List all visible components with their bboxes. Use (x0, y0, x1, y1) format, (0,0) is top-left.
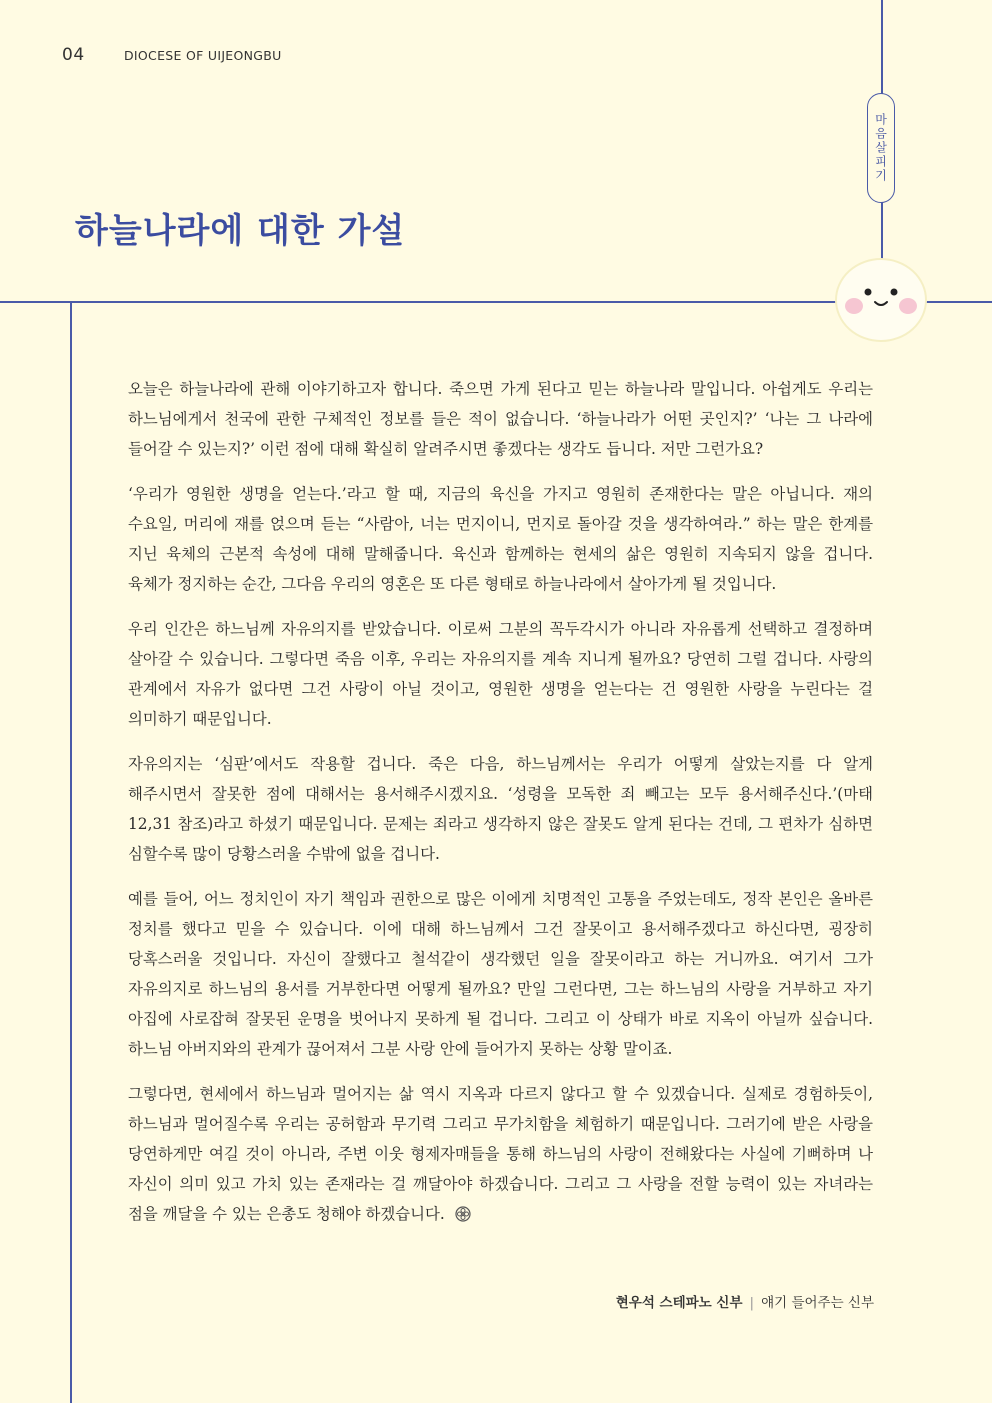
section-tag-label: 마음살피기 (873, 113, 888, 183)
last-paragraph (128, 1079, 873, 1229)
column-name: 얘기 들어주는 신부 (761, 1295, 874, 1311)
flower-end-mark-icon (455, 1206, 471, 1222)
paragraph: 자유의지는 ‘심판’에서도 작용할 겁니다. 죽은 다음, 하느님께서는 우리가 어떻게 살았는지를 다 알게 해주시면서 잘못한 점에 대해서는 용서해주시겠지요. ‘성령을 모독한 죄 빼고는 모두 용서해주신다.’(마태 12,31 참조)라고 하셨기 때문입니다. 문제는 죄라고 생각하지 않은 잘못도 알게 된다는 건데, 그 편차가 심하면 심할수록 많이 당황스러울 수밖에 없을 겁니다. (128, 755, 873, 863)
left-vertical-rule (70, 302, 72, 1403)
page-number: 04 (62, 45, 85, 65)
byline (616, 1291, 874, 1311)
article-body (128, 374, 873, 1244)
paragraph: 우리 인간은 하느님께 자유의지를 받았습니다. 이로써 그분의 꼭두각시가 아니라 자유롭게 선택하고 결정하며 살아갈 수 있습니다. 그렇다면 죽음 이후, 우리는 자유의지를 계속 지니게 될까요? 당연히 그럴 겁니다. 사랑의 관계에서 자유가 없다면 그건 사랑이 아닐 것이고, 영원한 생명을 얻는다는 건 영원한 사랑을 누린다는 걸 의미하기 때문입니다. (128, 620, 873, 728)
smiley-face-icon (833, 256, 929, 344)
publication-name: DIOCESE OF UIJEONGBU (124, 48, 282, 63)
paragraph: ‘우리가 영원한 생명을 얻는다.’라고 할 때, 지금의 육신을 가지고 영원히 존재한다는 말은 아닙니다. 재의 수요일, 머리에 재를 얹으며 듣는 “사람아, 너는 먼지이니, 먼지로 돌아갈 것을 생각하여라.” 하는 말은 한계를 지닌 육체의 근본적 속성에 대해 말해줍니다. 육신과 함께하는 현세의 삶은 영원히 지속되지 않을 겁니다. 육체가 정지하는 순간, 그다음 우리의 영혼은 또 다른 형태로 하늘나라에서 살아가게 될 것입니다. (128, 485, 873, 593)
paragraph: 오늘은 하늘나라에 관해 이야기하고자 합니다. 죽으면 가게 된다고 믿는 하늘나라 말입니다. 아쉽게도 우리는 하느님에게서 천국에 관한 구체적인 정보를 들은 적이 없습니다. ‘하늘나라가 어떤 곳인지?’ ‘나는 그 나라에 들어갈 수 있는지?’ 이런 점에 대해 확실히 알려주시면 좋겠다는 생각도 듭니다. 저만 그런가요? (128, 380, 873, 458)
paragraph-text: 그렇다면, 현세에서 하느님과 멀어지는 삶 역시 지옥과 다르지 않다고 할 수 있겠습니다. 실제로 경험하듯이, 하느님과 멀어질수록 우리는 공허함과 무기력 그리고 무가치함을 체험하기 때문입니다. 그러기에 받은 사랑을 당연하게만 여길 것이 아니라, 주변 이웃 형제자매들을 통해 하느님의 사랑이 전해왔다는 사실에 기뻐하며 나 자신이 의미 있고 가치 있는 존재라는 걸 깨달아야 하겠습니다. 그리고 그 사랑을 전할 능력이 있는 자녀라는 점을 깨달을 수 있는 은총도 청해야 하겠습니다. (128, 1085, 873, 1223)
paragraph: 예를 들어, 어느 정치인이 자기 책임과 권한으로 많은 이에게 치명적인 고통을 주었는데도, 정작 본인은 올바른 정치를 했다고 믿을 수 있습니다. 이에 대해 하느님께서 그건 잘못이고 용서해주겠다고 하신다면, 굉장히 당혹스러울 것입니다. 자신이 잘했다고 철석같이 생각했던 일을 잘못이라고 하는 거니까요. 여기서 그가 자유의지로 하느님의 용서를 거부한다면 어떻게 될까요? 만일 그런다면, 그는 하느님의 사랑을 거부하고 자기 아집에 사로잡혀 잘못된 운명을 벗어나지 못하게 될 겁니다. 그리고 이 상태가 바로 지옥이 아닐까 싶습니다. 하느님 아버지와의 관계가 끊어져서 그분 사랑 안에 들어가지 못하는 상황 말이죠. (128, 890, 873, 1058)
article-title: 하늘나라에 대한 가설 (75, 211, 406, 251)
author-name: 현우석 스테파노 신부 (615, 1295, 743, 1311)
byline-separator: | (749, 1295, 755, 1311)
section-tag (867, 93, 895, 203)
